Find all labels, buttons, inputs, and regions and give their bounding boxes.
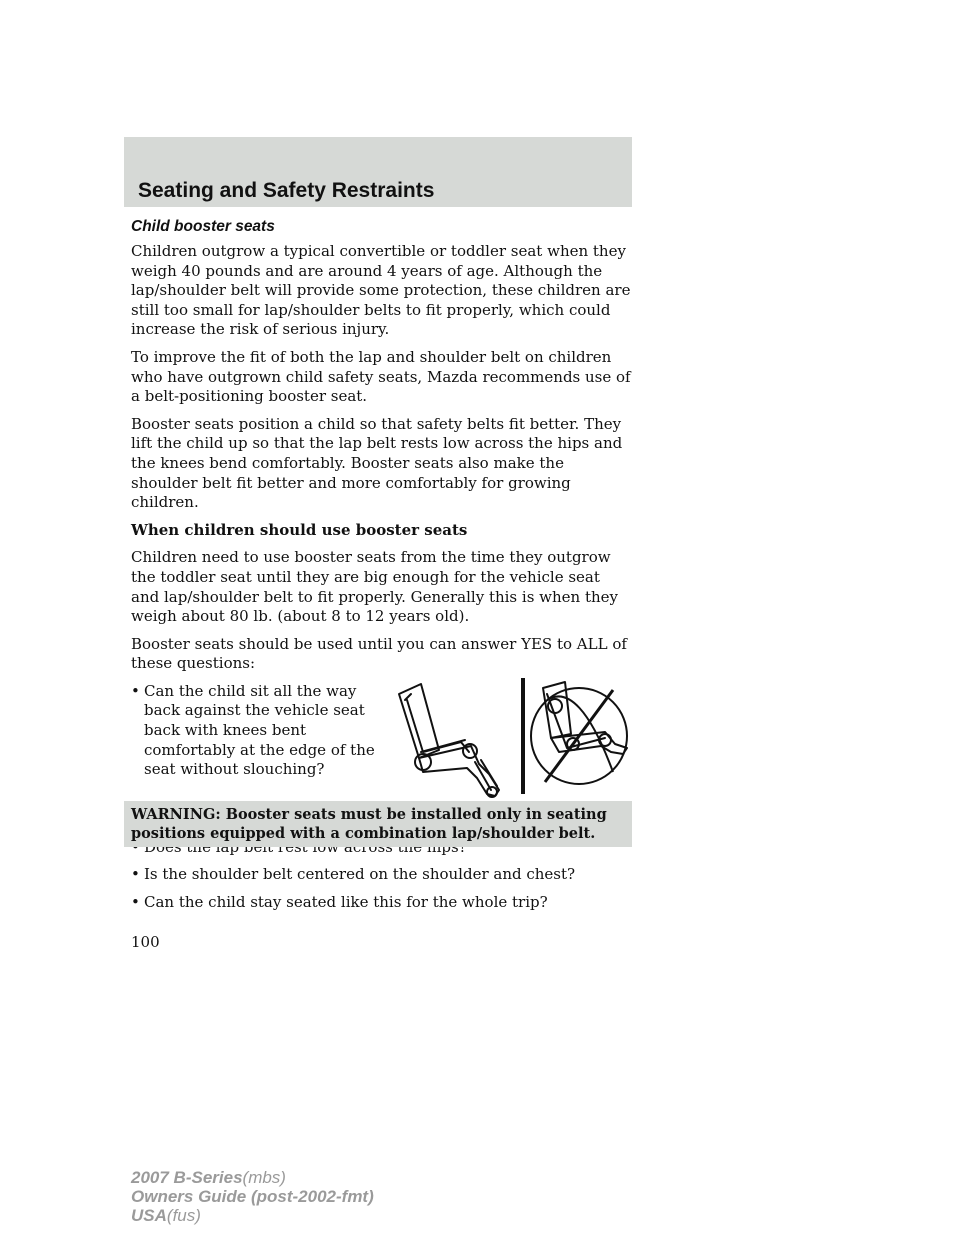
bullet-icon: •	[131, 681, 140, 700]
footer-model-code: (mbs)	[242, 1168, 286, 1187]
page-number: 100	[131, 933, 160, 951]
footer-model: 2007 B-Series	[131, 1168, 243, 1187]
header-band	[124, 137, 632, 207]
footer-market-code: (fus)	[166, 1206, 201, 1225]
warning-box	[124, 801, 632, 847]
paragraph: To improve the fit of both the lap and shoulder belt on children who have outgrown child safety seats, Mazda recommends use of a belt-positioning booster seat.	[131, 347, 631, 406]
list-item	[131, 865, 631, 885]
page-header-title: Seating and Safety Restraints	[138, 179, 435, 202]
list-item-text: Can the child stay seated like this for the whole trip?	[144, 893, 548, 912]
paragraph: Children need to use booster seats from the time they outgrow the toddler seat until they are big enough for the vehicle seat and lap/shoulder belt to fit properly. Generally this is when they weigh about 80 lb. (about 8 to 12 years old).	[131, 548, 619, 626]
booster-seat-illustration	[395, 672, 635, 802]
paragraph: Children outgrow a typical convertible or toddler seat when they weigh 40 pounds and are around 4 years of age. Although the lap/shoulder belt will provide some protection, these children are still too small for lap/shoulder belts to fit properly, which could increase the risk of serious injury.	[131, 242, 631, 339]
footer-market: USA	[131, 1206, 167, 1225]
warning-text: WARNING: Booster seats must be installed only in seating positions equipped with a combination lap/shoulder belt.	[131, 806, 607, 842]
footer-line-3	[131, 1206, 374, 1225]
footer-line-1	[131, 1168, 374, 1187]
list-item-text: Can the child sit all the way back against the vehicle seat back with knees bent comfortably at the edge of the seat without slouching?	[144, 681, 375, 779]
divider-line	[521, 678, 525, 794]
bullet-icon: •	[131, 865, 140, 884]
subheading: When children should use booster seats	[131, 520, 468, 539]
bullet-icon: •	[131, 893, 140, 912]
list-item-text: Is the shoulder belt centered on the shoulder and chest?	[144, 865, 576, 884]
prohibited-line	[545, 690, 613, 782]
section-title: Child booster seats	[131, 218, 275, 235]
list-item	[131, 682, 394, 780]
list-item	[131, 893, 631, 913]
footer-line-2: Owners Guide (post-2002-fmt)	[131, 1187, 374, 1206]
correct-seating-figure	[399, 684, 499, 797]
document-footer	[131, 1168, 374, 1225]
paragraph: Booster seats should be used until you can answer YES to ALL of these questions:	[131, 634, 627, 673]
paragraph: Booster seats position a child so that safety belts fit better. They lift the child up so that the lap belt rests low across the hips and the knees bend comfortably. Booster seats also make the shoulder belt fit better and more comfortably for growing children.	[131, 414, 623, 512]
